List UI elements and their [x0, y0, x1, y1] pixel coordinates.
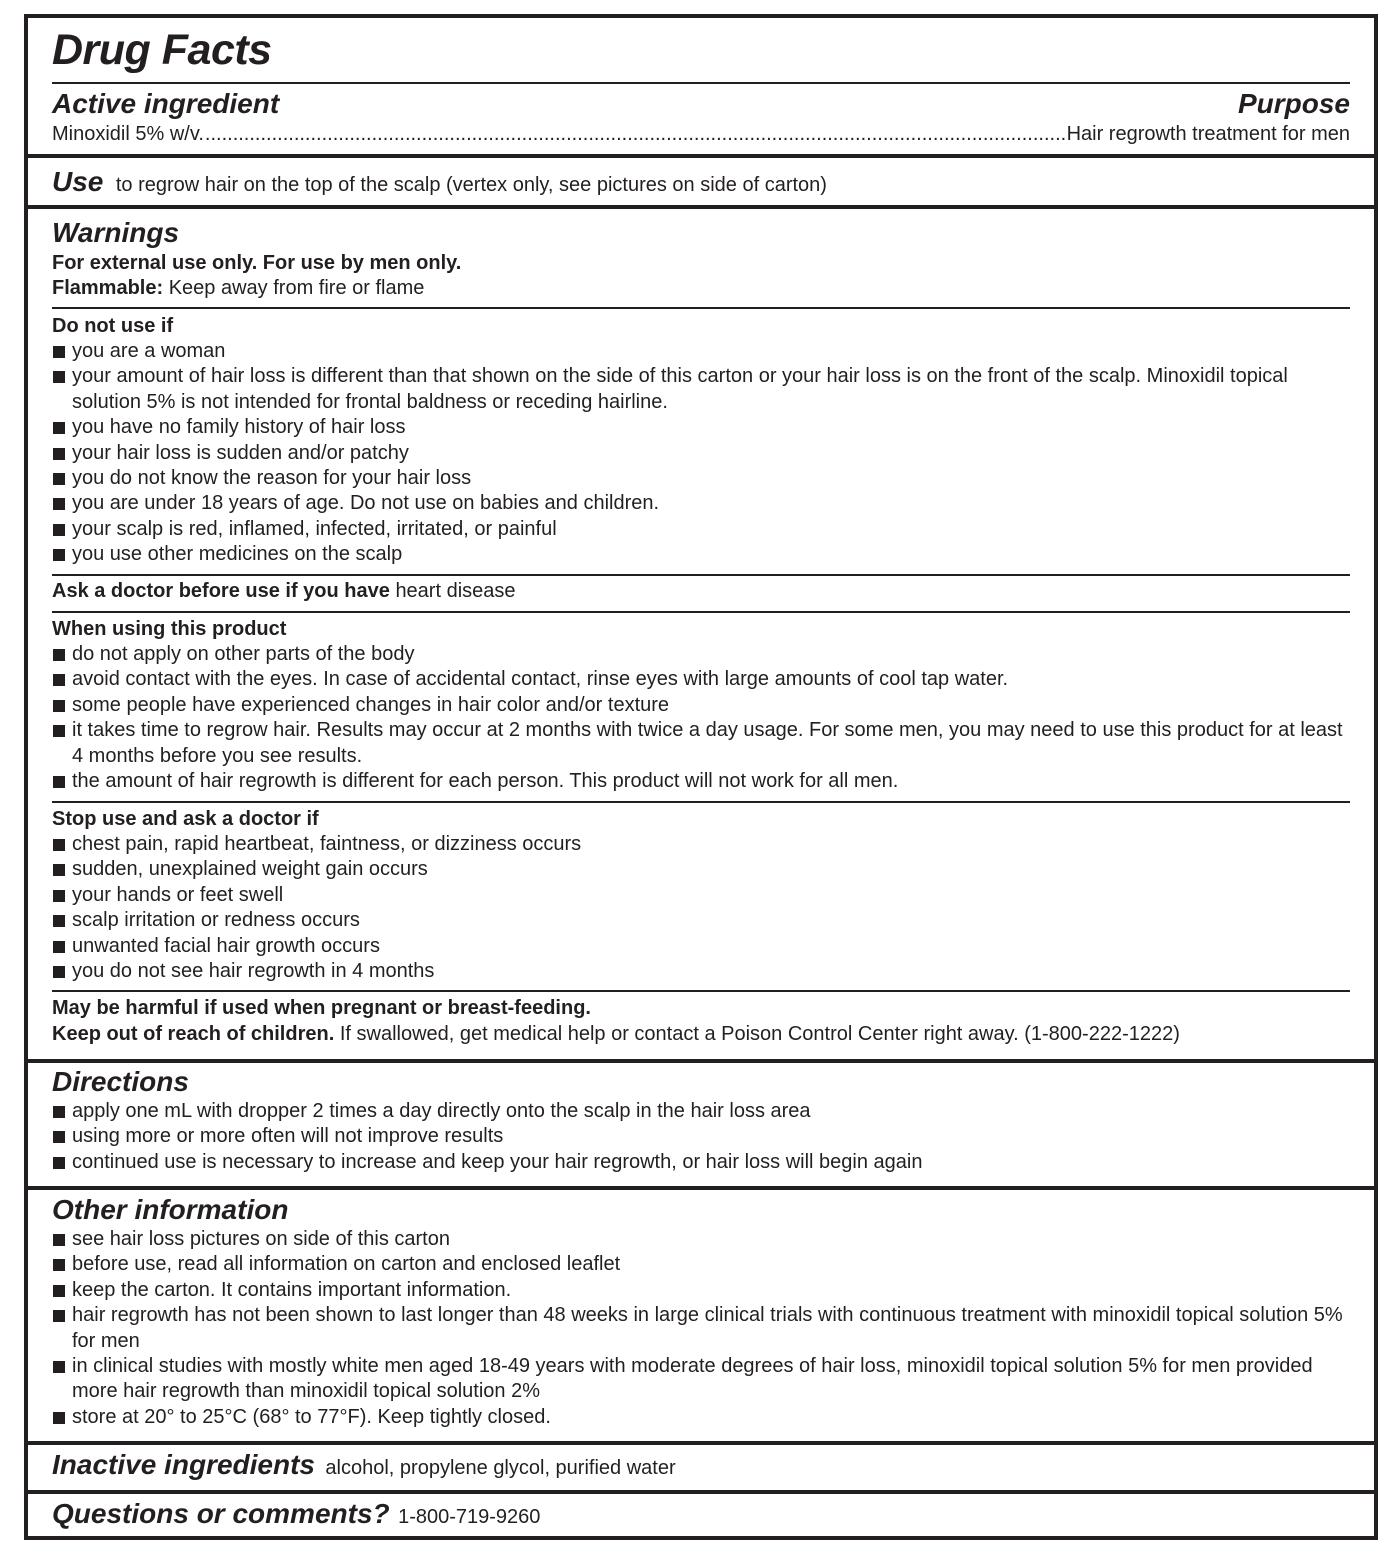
use-text: to regrow hair on the top of the scalp (vertex only, see pictures on side of carton) [115, 174, 827, 196]
ask-doctor-label: Ask a doctor before use if you have [52, 580, 390, 602]
active-ingredient-heading: Active ingredient [52, 88, 280, 119]
flammable-warning [52, 276, 424, 301]
bullet-square-icon [53, 371, 65, 383]
bullet-square-icon [53, 700, 65, 712]
list-item: sudden, unexplained weight gain occurs [52, 857, 1350, 882]
subsection-rule [52, 307, 1350, 309]
list-item: store at 20° to 25°C (68° to 77°F). Keep tightly closed. [52, 1405, 1350, 1430]
page-title: Drug Facts [52, 26, 272, 74]
warnings-heading: Warnings [52, 217, 180, 248]
list-item: keep the carton. It contains important information. [52, 1278, 1350, 1303]
other-info-list [52, 1227, 1350, 1430]
list-item: hair regrowth has not been shown to last longer than 48 weeks in large clinical trials with continuous treatment with minoxidil topical solution 5% for men [52, 1303, 1350, 1354]
inactive-heading: Inactive ingredients [52, 1449, 315, 1480]
section-divider [28, 154, 1374, 158]
list-item: the amount of hair regrowth is different for each person. This product will not work for all men. [52, 769, 1350, 794]
list-item: before use, read all information on carton and enclosed leaflet [52, 1252, 1350, 1277]
list-item: your scalp is red, inflamed, infected, irritated, or painful [52, 517, 1350, 542]
bullet-square-icon [53, 1131, 65, 1143]
list-item: you use other medicines on the scalp [52, 542, 1350, 567]
dot-leader [205, 122, 1066, 147]
inactive-ingredients-row [52, 1449, 676, 1481]
bullet-square-icon [53, 674, 65, 686]
bullet-square-icon [53, 1259, 65, 1271]
list-item: in clinical studies with mostly white men aged 18-49 years with moderate degrees of hair loss, minoxidil topical solution 5% for men provided more hair regrowth than minoxidil topical solution 2% [52, 1354, 1350, 1405]
purpose-value: Hair regrowth treatment for men [1066, 123, 1350, 145]
active-ingredient-row [52, 122, 1350, 147]
use-heading: Use [52, 166, 104, 197]
bullet-square-icon [53, 1412, 65, 1424]
list-item: apply one mL with dropper 2 times a day directly onto the scalp in the hair loss area [52, 1099, 1350, 1124]
bullet-square-icon [53, 864, 65, 876]
list-item: your amount of hair loss is different than that shown on the side of this carton or your hair loss is on the front of the scalp. Minoxidil topical solution 5% is not intended for frontal baldness or receding hairline. [52, 364, 1350, 415]
list-item: you do not know the reason for your hair loss [52, 466, 1350, 491]
section-divider [28, 1441, 1374, 1445]
list-item: you are under 18 years of age. Do not use on babies and children. [52, 491, 1350, 516]
keep-out-warning [52, 1022, 1180, 1047]
use-section [52, 166, 827, 198]
bullet-square-icon [53, 1157, 65, 1169]
subsection-rule [52, 801, 1350, 803]
flammable-text: Keep away from fire or flame [168, 277, 425, 299]
bullet-square-icon [53, 1106, 65, 1118]
do-not-use-list [52, 339, 1350, 568]
directions-list [52, 1099, 1350, 1175]
bullet-square-icon [53, 890, 65, 902]
bullet-square-icon [53, 915, 65, 927]
list-item: continued use is necessary to increase and keep your hair regrowth, or hair loss will begin again [52, 1150, 1350, 1175]
bullet-square-icon [53, 422, 65, 434]
bullet-square-icon [53, 448, 65, 460]
bullet-square-icon [53, 1285, 65, 1297]
keep-out-label: Keep out of reach of children. [52, 1023, 335, 1045]
bullet-square-icon [53, 1234, 65, 1246]
questions-heading: Questions or comments? [52, 1498, 390, 1529]
questions-phone: 1-800-719-9260 [398, 1506, 541, 1528]
list-item: your hair loss is sudden and/or patchy [52, 441, 1350, 466]
bullet-square-icon [53, 1310, 65, 1322]
inactive-text: alcohol, propylene glycol, purified water [325, 1457, 676, 1479]
external-use-warning: For external use only. For use by men only. [52, 252, 462, 274]
drug-facts-panel [24, 14, 1378, 1540]
subsection-rule [52, 574, 1350, 576]
bullet-square-icon [53, 1361, 65, 1373]
list-item: you have no family history of hair loss [52, 415, 1350, 440]
stop-use-heading: Stop use and ask a doctor if [52, 808, 319, 830]
section-divider [28, 1059, 1374, 1063]
list-item: unwanted facial hair growth occurs [52, 934, 1350, 959]
section-divider [28, 205, 1374, 209]
list-item: using more or more often will not improve results [52, 1124, 1350, 1149]
list-item: avoid contact with the eyes. In case of accidental contact, rinse eyes with large amounts of cool tap water. [52, 667, 1350, 692]
active-ingredient-value: Minoxidil 5% w/v. [52, 123, 204, 145]
title-rule [52, 82, 1350, 84]
bullet-square-icon [53, 725, 65, 737]
keep-out-text: If swallowed, get medical help or contact a Poison Control Center right away. (1-800-222-1222) [339, 1023, 1180, 1045]
list-item: do not apply on other parts of the body [52, 642, 1350, 667]
purpose-heading: Purpose [1237, 88, 1350, 119]
list-item: it takes time to regrow hair. Results may occur at 2 months with twice a day usage. For some men, you may need to use this product for at least 4 months before you see results. [52, 718, 1350, 769]
list-item: you are a woman [52, 339, 1350, 364]
list-item: you do not see hair regrowth in 4 months [52, 959, 1350, 984]
bullet-square-icon [53, 776, 65, 788]
list-item: chest pain, rapid heartbeat, faintness, or dizziness occurs [52, 832, 1350, 857]
subsection-rule [52, 990, 1350, 992]
flammable-label: Flammable: [52, 277, 164, 299]
subsection-rule [52, 611, 1350, 613]
other-info-heading: Other information [52, 1194, 289, 1225]
bullet-square-icon [53, 473, 65, 485]
bullet-square-icon [53, 966, 65, 978]
bullet-square-icon [53, 498, 65, 510]
do-not-use-heading: Do not use if [52, 315, 174, 337]
directions-heading: Directions [52, 1066, 189, 1097]
ask-doctor-row [52, 579, 516, 604]
questions-row [52, 1498, 540, 1530]
bullet-square-icon [53, 346, 65, 358]
bullet-square-icon [53, 941, 65, 953]
bullet-square-icon [53, 549, 65, 561]
when-using-list [52, 642, 1350, 794]
bullet-square-icon [53, 839, 65, 851]
list-item: see hair loss pictures on side of this carton [52, 1227, 1350, 1252]
bullet-square-icon [53, 524, 65, 536]
list-item: scalp irritation or redness occurs [52, 908, 1350, 933]
when-using-heading: When using this product [52, 618, 287, 640]
pregnancy-warning: May be harmful if used when pregnant or breast-feeding. [52, 997, 591, 1019]
stop-use-list [52, 832, 1350, 984]
section-divider [28, 1490, 1374, 1494]
list-item: your hands or feet swell [52, 883, 1350, 908]
list-item: some people have experienced changes in hair color and/or texture [52, 693, 1350, 718]
section-divider [28, 1186, 1374, 1190]
ask-doctor-text: heart disease [395, 580, 516, 602]
bullet-square-icon [53, 649, 65, 661]
